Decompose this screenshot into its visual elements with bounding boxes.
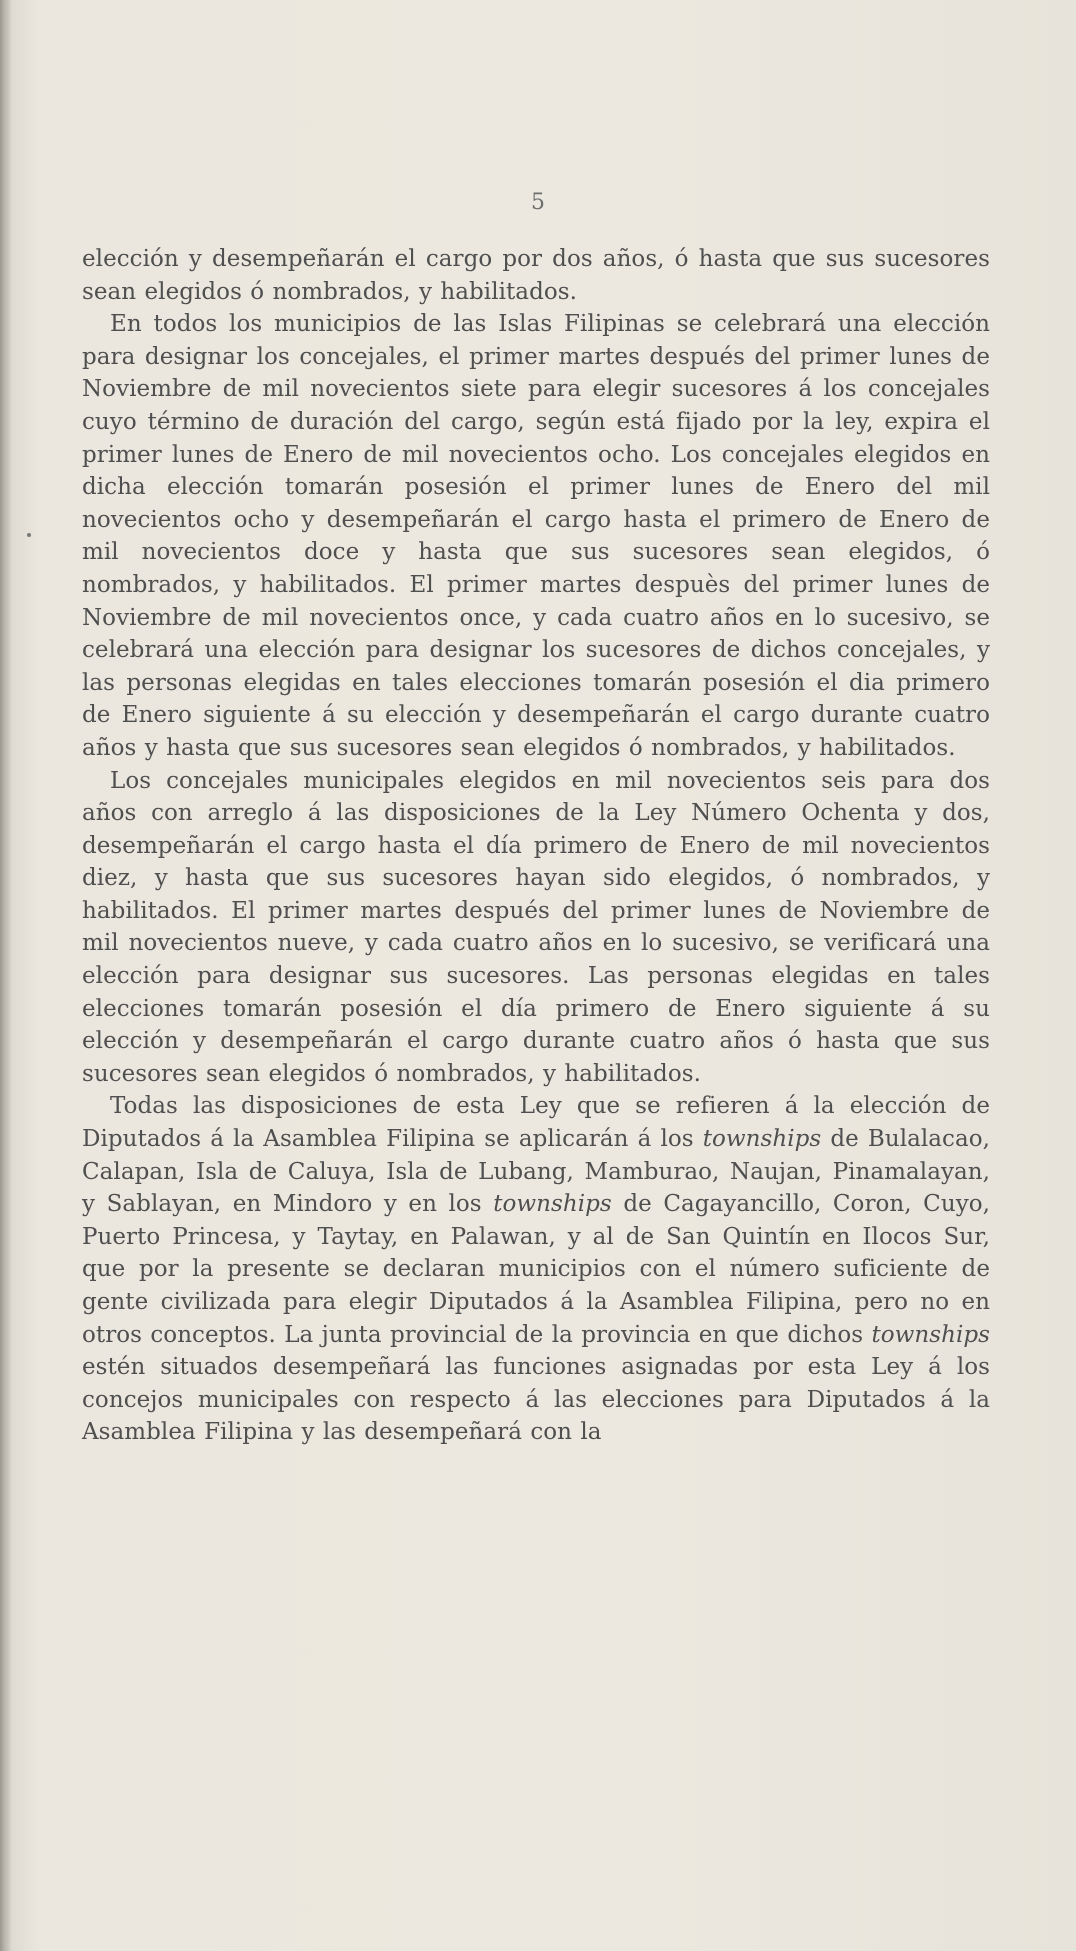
page-number: 5: [531, 190, 545, 215]
body-text: [82, 243, 990, 1449]
italic-term: townships: [493, 1191, 612, 1218]
paragraph-text: de Bulalacao, Calapan, Isla de Caluya, Isla de Lubang, Mamburao, Naujan, Pinamalayan, y Sablayan, en Mindoro y en los: [82, 1126, 990, 1218]
paragraph-text: En todos los municipios de las Islas Filipinas se celebrará una elección para designar los concejales, el primer martes después del primer lunes de Noviembre de mil novecientos siete para elegir sucesores á los concejales cuyo término de duración del cargo, según está fijado por la ley, expira el primer lunes de Enero de mil novecientos ocho. Los concejales elegidos en dicha elección tomarán posesión el primer lunes de Enero del mil novecientos ocho y desempeñarán el cargo hasta el primero de Enero de mil novecientos doce y hasta que sus sucesores sean elegidos, ó nombrados, y habilitados. El primer martes despuès del primer lunes de Noviembre de mil novecientos once, y cada cuatro años en lo sucesivo, se celebrará una elección para designar los sucesores de dichos concejales, y las personas elegidas en tales elecciones tomarán posesión el dia primero de Enero siguiente á su elección y desempeñarán el cargo durante cuatro años y hasta que sus sucesores sean elegidos ó nombrados, y habilitados.: [82, 311, 990, 761]
margin-speck: [27, 533, 31, 537]
paragraph-first-election: [82, 308, 990, 764]
paragraph-text: elección y desempeñarán el cargo por dos años, ó hasta que sus sucesores sean elegidos ó nombrados, y habilitados.: [82, 246, 990, 305]
paragraph-text: Todas las disposiciones de esta Ley que se refieren á la elección de Diputados á la Asamblea Filipina se aplicarán á los: [82, 1093, 990, 1153]
binding-shadow: [0, 0, 12, 1951]
paragraph-text: estén situados desempeñará las funciones asignadas por esta Ley á los concejos municipales con respecto á las elecciones para Diputados á la Asamblea Filipina y las desempeñará con la: [82, 1354, 990, 1446]
paragraph-continuation: [82, 243, 990, 308]
paragraph-municipal-councilors: [82, 765, 990, 1091]
paragraph-text: Los concejales municipales elegidos en mil novecientos seis para dos años con arreglo á las disposiciones de la Ley Número Ochenta y dos, desempeñarán el cargo hasta el día primero de Enero de mil novecientos diez, y hasta que sus sucesores hayan sido elegidos, ó nombrados, y habilitados. El primer martes después del primer lunes de Noviembre de mil novecientos nueve, y cada cuatro años en lo sucesivo, se verificará una elección para designar sus sucesores. Las personas elegidas en tales elecciones tomarán posesión el día primero de Enero siguiente á su elección y desempeñarán el cargo durante cuatro años ó hasta que sus sucesores sean elegidos ó nombrados, y habilitados.: [82, 767, 990, 1087]
paragraph-text: de Cagayancillo, Coron, Cuyo, Puerto Princesa, y Taytay, en Palawan, y al de San Quintín en Ilocos Sur, que por la presente se declaran municipios con el número suficiente de gente civilizada para elegir Diputados á la Asamblea Filipina, pero no en otros conceptos. La junta provincial de la provincia en que dichos: [82, 1191, 990, 1348]
paragraph-townships: [82, 1090, 990, 1449]
italic-term: townships: [702, 1126, 822, 1153]
italic-term: townships: [871, 1321, 990, 1348]
